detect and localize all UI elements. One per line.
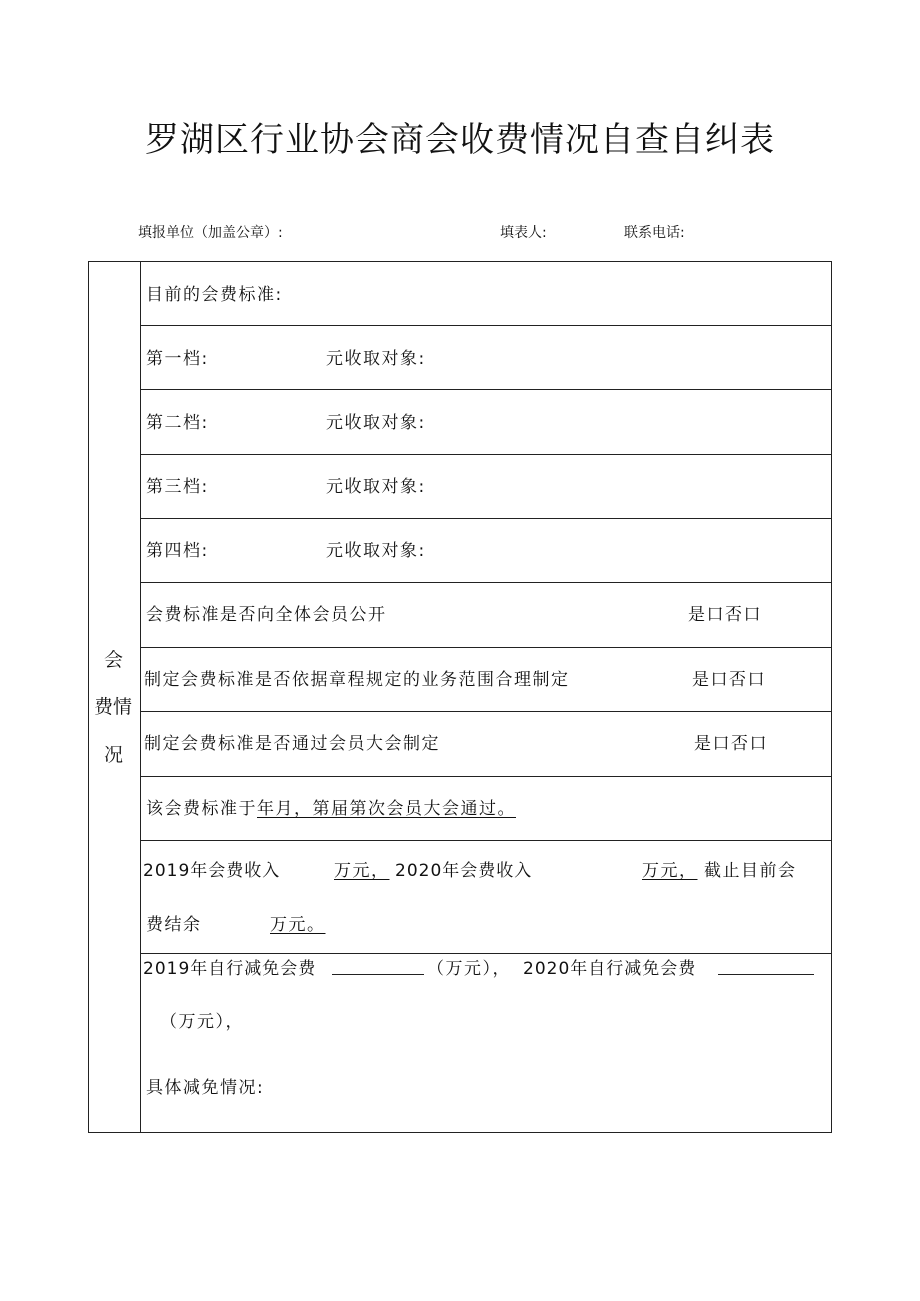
tier-4-label: 第四档: — [146, 541, 209, 561]
tier-2-label: 第二档: — [146, 413, 209, 433]
tier-3-suffix: 元收取对象: — [326, 477, 426, 497]
filler-label: 填表人: — [500, 225, 547, 241]
reduction-2020-label: 2020年自行减免会费 — [523, 959, 697, 979]
reduction-2019-label: 2019年自行减免会费 — [143, 959, 317, 979]
balance-unit[interactable] — [270, 914, 326, 936]
tier-2-suffix: 元收取对象: — [326, 413, 426, 433]
side-label-line3: 况 — [104, 744, 124, 766]
income-2020-label: 2020年会费收入 — [395, 861, 533, 881]
balance-label-part1: 截止目前会 — [704, 861, 797, 881]
question-assembly: 制定会费标准是否通过会员大会制定 — [144, 734, 440, 754]
income-2020-unit-text: 万元， — [642, 861, 698, 881]
approval-prefix: 该会费标准于 — [146, 799, 257, 819]
approval-text — [146, 798, 516, 820]
balance-unit-text: 万元。 — [270, 915, 326, 935]
tier-4-suffix: 元收取对象: — [326, 541, 426, 561]
reduction-details-label: 具体减免情况: — [146, 1078, 265, 1098]
reduction-2020-unit: （万元）， — [160, 1012, 244, 1032]
form-table — [88, 261, 832, 1133]
row-divider — [140, 840, 832, 841]
tier-3-label: 第三档: — [146, 477, 209, 497]
balance-label-part2: 费结余 — [146, 915, 202, 935]
tier-1-suffix: 元收取对象: — [326, 349, 426, 369]
income-2019-unit-text: 万元， — [334, 861, 390, 881]
reduction-2020-blank[interactable] — [718, 958, 814, 981]
page-title: 罗湖区行业协会商会收费情况自查自纠表 — [145, 120, 775, 160]
unit-label: 填报单位（加盖公章）: — [138, 225, 283, 241]
side-label-line1: 会 — [104, 649, 124, 671]
question-public: 会费标准是否向全体会员公开 — [146, 605, 387, 625]
row-divider — [140, 647, 832, 648]
row-divider — [140, 582, 832, 583]
row-divider — [140, 454, 832, 455]
row-divider — [140, 518, 832, 519]
tier-1-label: 第一档: — [146, 349, 209, 369]
phone-label: 联系电话: — [624, 225, 685, 241]
row-divider — [140, 711, 832, 712]
current-standard-label: 目前的会费标准: — [146, 285, 283, 305]
income-2019-unit[interactable] — [334, 860, 390, 882]
reduction-2019-blank[interactable] — [332, 958, 424, 981]
question-charter: 制定会费标准是否依据章程规定的业务范围合理制定 — [144, 670, 570, 690]
question-assembly-options[interactable]: 是口否口 — [694, 734, 768, 754]
question-charter-options[interactable]: 是口否口 — [692, 670, 766, 690]
approval-fill-in[interactable]: 年月，第届第次会员大会通过。 — [257, 799, 516, 819]
income-2019-label: 2019年会费收入 — [143, 861, 281, 881]
reduction-2019-unit: （万元）， — [427, 959, 511, 979]
side-label-line2: 费情 — [94, 696, 133, 718]
income-2020-unit[interactable] — [642, 860, 698, 882]
row-divider — [140, 776, 832, 777]
row-divider — [140, 325, 832, 326]
row-divider — [140, 389, 832, 390]
row-divider — [140, 953, 832, 954]
question-public-options[interactable]: 是口否口 — [688, 605, 762, 625]
